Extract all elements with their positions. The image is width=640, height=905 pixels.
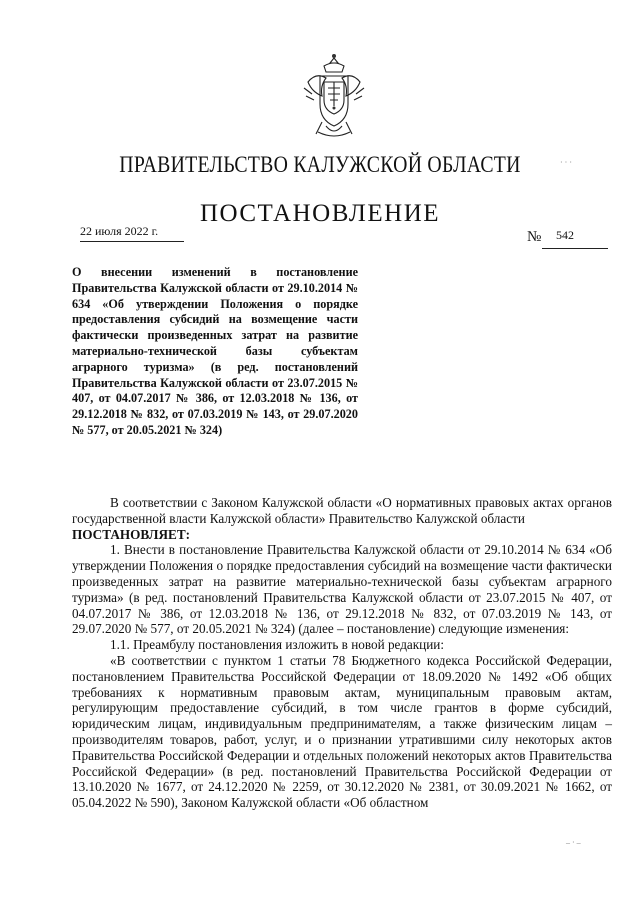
intro-paragraph: В соответствии с Законом Калужской области «О нормативных правовых актах органов государственной власти Калужской области» Правительство Калужской области xyxy=(72,495,612,526)
resolves-heading: ПОСТАНОВЛЯЕТ: xyxy=(72,526,191,542)
document-date: 22 июля 2022 г. xyxy=(80,224,184,242)
scan-speck: · · · xyxy=(560,158,572,167)
paragraph-1-1: 1.1. Преамбулу постановления изложить в новой редакции: xyxy=(110,637,445,653)
quoted-preamble-paragraph: «В соответствии с пунктом 1 статьи 78 Бюджетного кодекса Российской Федерации, постановлением Правительства Российской Федерации от 18.09.2020 № 1492 «Об общих требованиях к нормативным правовым актам, муниципальным правовым актам, регулирующим предоставление субсидий, в том числе грантов в форме субсидий, юридическим лицам, индивидуальным предпринимателям, а также физическим лицам – производителям товаров, работ, услуг, и о признании утратившими силу некоторых актов Правительства Российской Федерации и отдельных положений некоторых актов Правительства Российской Федерации» (в ред. постановлений Правительства Российской Федерации от 13.10.2020 № 1677, от 24.12.2020 № 2259, от 30.12.2020 № 2381, от 30.09.2021 № 1662, от 05.04.2022 № 590), Законом Калужской области «Об областном xyxy=(72,652,612,811)
number-label: № xyxy=(527,229,542,245)
document-body xyxy=(72,495,612,811)
organization-name: ПРАВИТЕЛЬСТВО КАЛУЖСКОЙ ОБЛАСТИ xyxy=(119,152,521,177)
document-type-title: ПОСТАНОВЛЕНИЕ xyxy=(199,200,441,227)
document-number: 542 xyxy=(542,228,608,249)
scan-speck: – · – xyxy=(566,838,581,847)
coat-of-arms-emblem xyxy=(300,52,368,140)
document-subject: О внесении изменений в постановление Правительства Калужской области от 29.10.2014 № 634 «Об утверждении Положения о порядке предоставления субсидий на возмещение части фактически произведенных затрат на развитие материально-технической базы субъектам аграрного туризма» (в ред. постановлений Правительства Калужской области от 23.07.2015 № 407, от 04.07.2017 № 386, от 12.03.2018 № 136, от 29.12.2018 № 832, от 07.03.2019 № 143, от 29.07.2020 № 577, от 20.05.2021 № 324) xyxy=(72,265,358,437)
paragraph-1: 1. Внести в постановление Правительства Калужской области от 29.10.2014 № 634 «Об утверждении Положения о порядке предоставления субсидий на возмещение части фактически произведенных затрат на развитие материально-технической базы субъектам аграрного туризма» (в ред. постановлений Правительства Калужской области от 23.07.2015 № 407, от 04.07.2017 № 386, от 12.03.2018 № 136, от 29.12.2018 № 832, от 07.03.2019 № 143, от 29.07.2020 № 577, от 20.05.2021 № 324) (далее – постановление) следующие изменения: xyxy=(72,542,612,637)
